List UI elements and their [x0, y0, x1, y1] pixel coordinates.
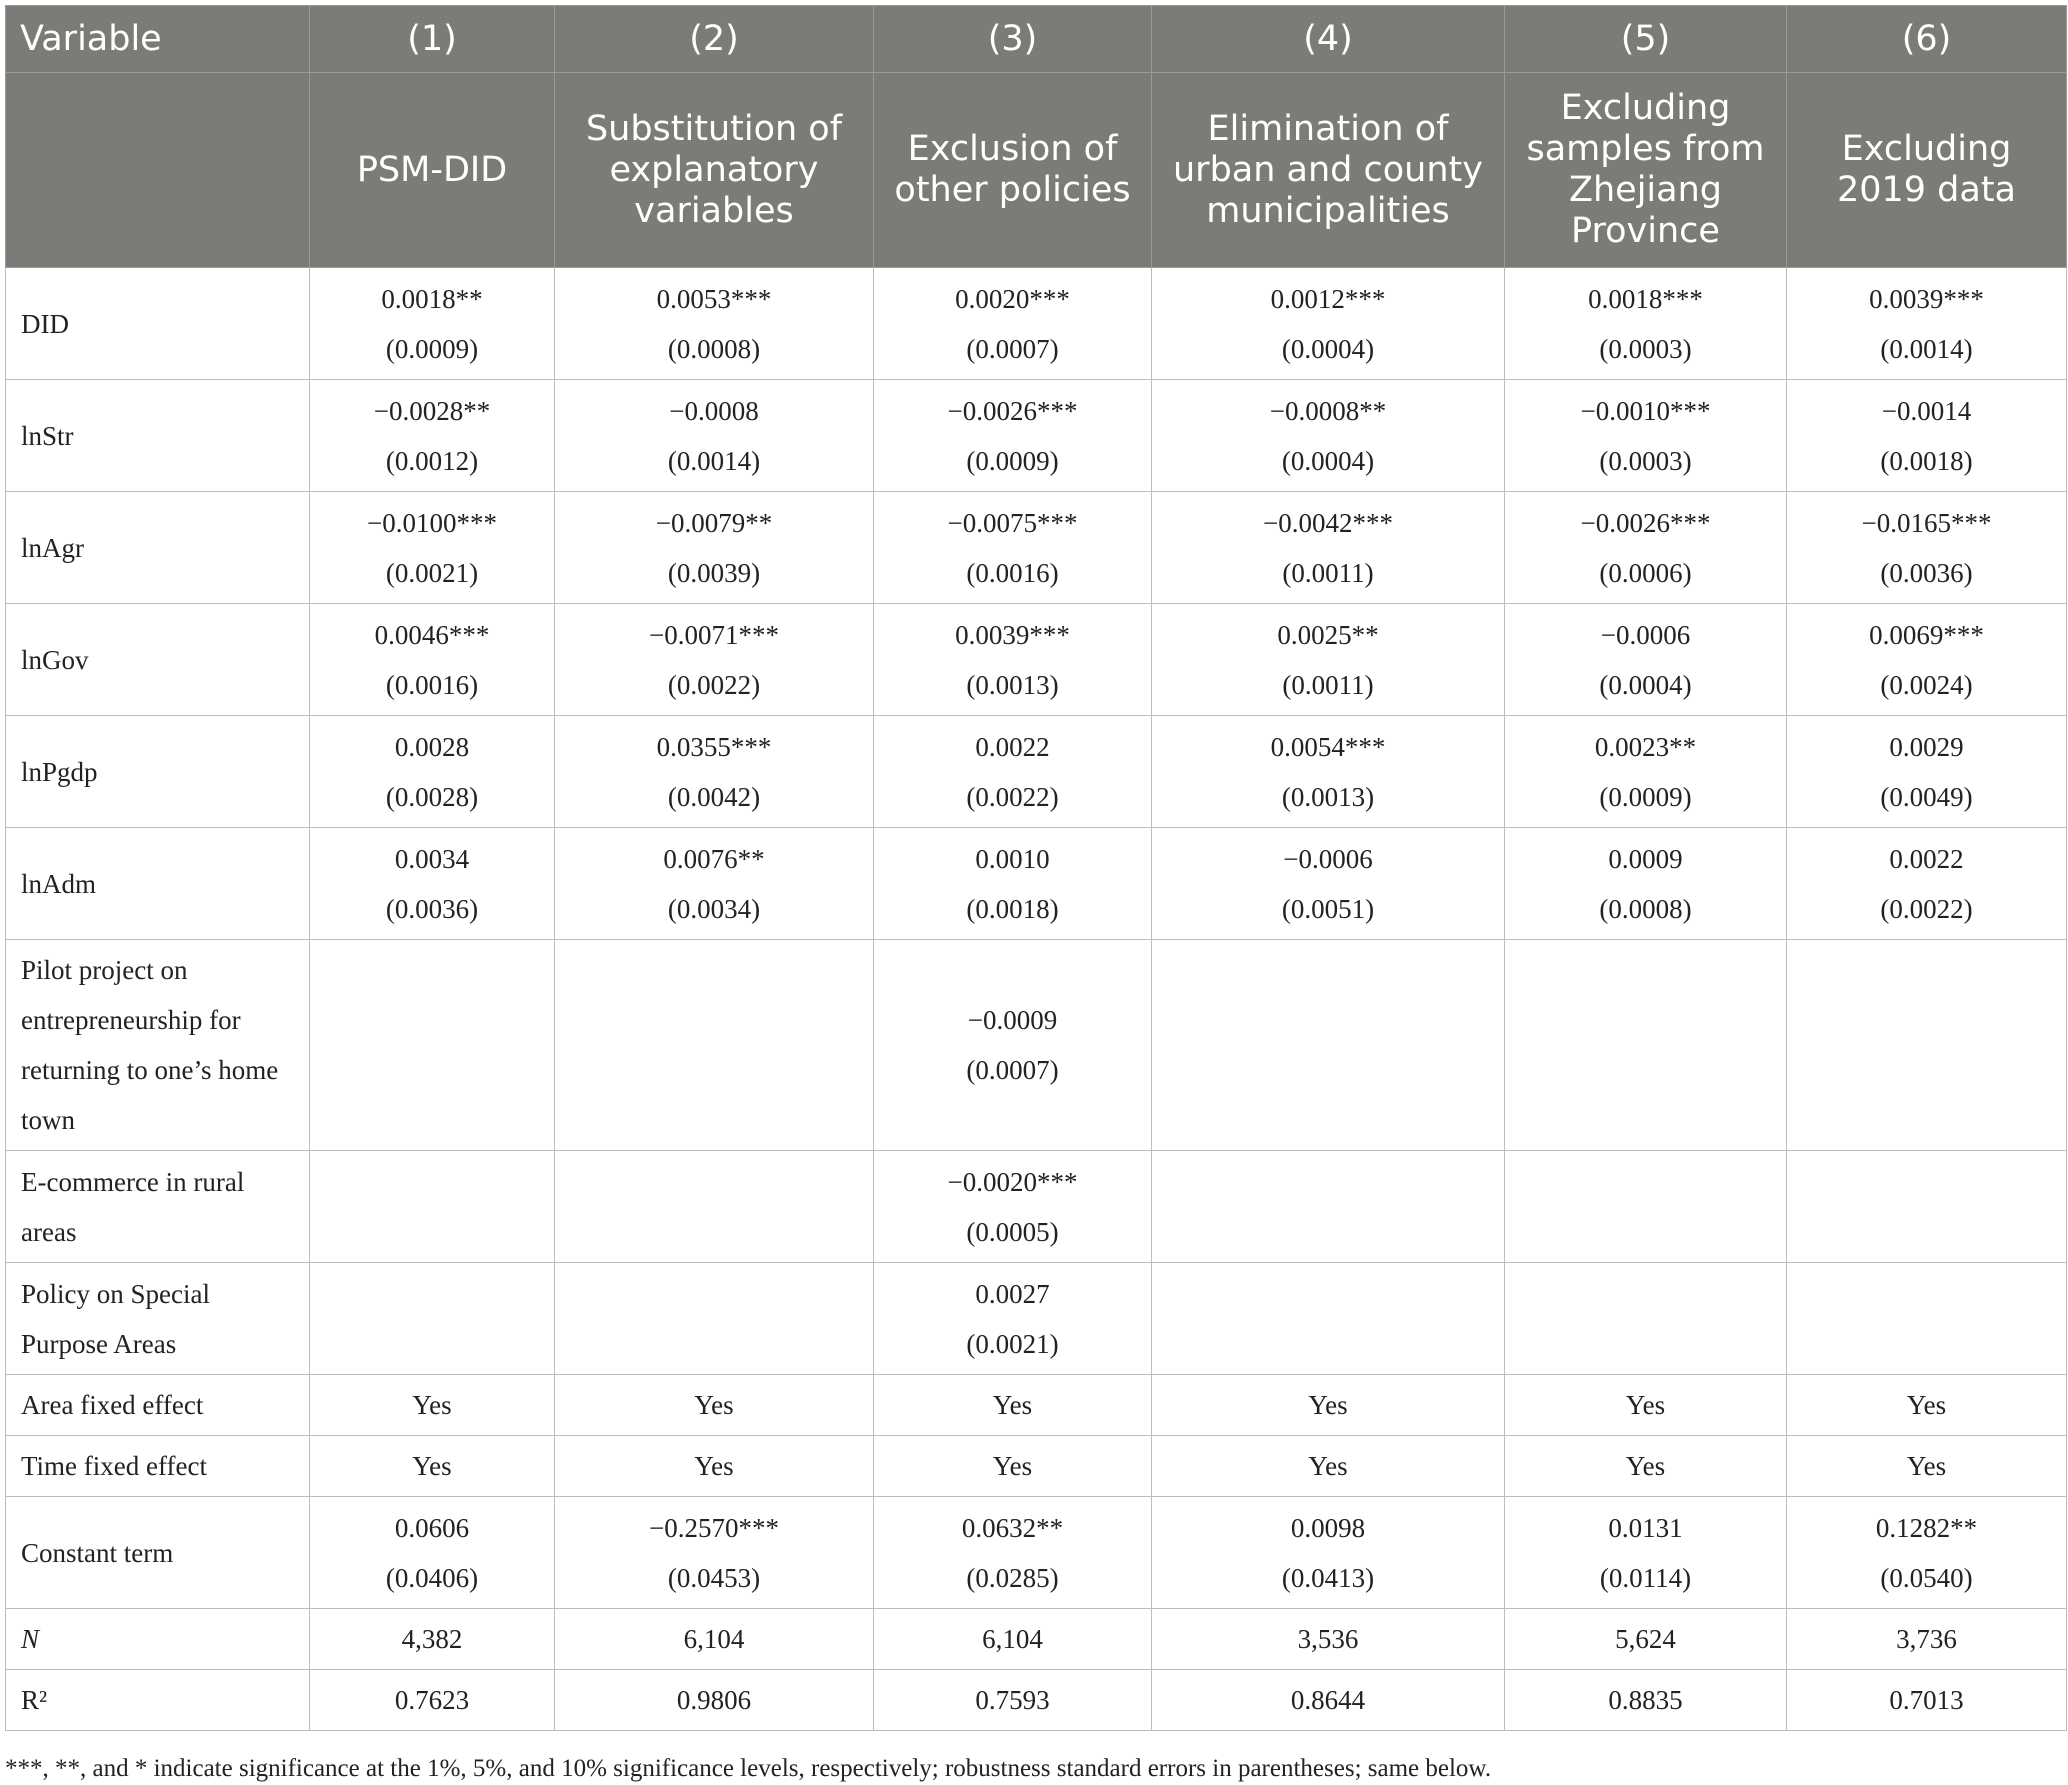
cell-standard-error: (0.0049) [1880, 781, 1973, 812]
cell-standard-error: (0.0285) [966, 1562, 1059, 1593]
table-cell [1787, 1263, 2067, 1375]
cell-value: Yes [694, 1390, 734, 1420]
table-cell [310, 1609, 555, 1670]
row-variable-label: N [6, 1609, 310, 1670]
cell-value: 3,536 [1297, 1624, 1359, 1654]
column-number-5: (5) [1505, 6, 1787, 73]
cell-value: −0.0026*** [1580, 507, 1711, 538]
cell-value: 0.0131 [1608, 1512, 1683, 1543]
cell-standard-error: (0.0021) [966, 1328, 1059, 1359]
cell-value: 0.0098 [1290, 1512, 1366, 1543]
row-variable-label: lnPgdp [6, 716, 310, 828]
cell-value: −0.0071*** [649, 619, 779, 650]
cell-value: 0.1282** [1875, 1512, 1978, 1543]
table-row [6, 604, 2067, 716]
table-cell [1505, 1375, 1787, 1436]
column-title-3: Exclusion of other policies [874, 73, 1152, 268]
table-cell [874, 1375, 1152, 1436]
table-cell [874, 1670, 1152, 1731]
table-cell [555, 1263, 874, 1375]
table-cell [1505, 492, 1787, 604]
table-cell [1505, 380, 1787, 492]
robustness-results-table [5, 5, 2067, 1731]
table-cell [310, 1670, 555, 1731]
cell-value: 0.0076** [663, 843, 765, 874]
table-cell [555, 940, 874, 1151]
table-cell [555, 380, 874, 492]
table-cell [1787, 940, 2067, 1151]
cell-standard-error: (0.0008) [667, 333, 761, 364]
table-cell [1787, 492, 2067, 604]
column-title-5: Excluding samples from Zhejiang Province [1505, 73, 1787, 268]
cell-standard-error: (0.0036) [385, 893, 479, 924]
table-cell [1505, 1263, 1787, 1375]
cell-standard-error: (0.0009) [385, 333, 479, 364]
cell-value: 3,736 [1896, 1624, 1957, 1654]
cell-value: 0.0009 [1608, 843, 1683, 874]
table-cell [1787, 380, 2067, 492]
table-row [6, 1151, 2067, 1263]
cell-value: 0.0010 [975, 843, 1050, 874]
table-cell [1787, 1497, 2067, 1609]
cell-standard-error: (0.0004) [1281, 445, 1375, 476]
table-cell [1152, 940, 1505, 1151]
table-cell [1787, 1609, 2067, 1670]
cell-value: Yes [1625, 1390, 1666, 1420]
cell-standard-error: (0.0034) [667, 893, 761, 924]
row-variable-label: lnAdm [6, 828, 310, 940]
cell-standard-error: (0.0021) [385, 557, 479, 588]
cell-value: 0.0028 [394, 731, 470, 762]
cell-value: 0.9806 [676, 1685, 752, 1715]
cell-standard-error: (0.0114) [1599, 1562, 1692, 1593]
cell-standard-error: (0.0007) [966, 1055, 1059, 1085]
table-cell [1152, 268, 1505, 380]
cell-value: 0.0039*** [955, 619, 1070, 650]
table-body [6, 268, 2067, 1731]
cell-value: −0.0010*** [1580, 395, 1711, 426]
table-cell [555, 492, 874, 604]
cell-value: −0.0014 [1881, 395, 1972, 426]
cell-value: 0.0022 [975, 731, 1050, 762]
cell-standard-error: (0.0018) [966, 893, 1059, 924]
table-cell [1505, 1670, 1787, 1731]
cell-value: 6,104 [683, 1624, 745, 1654]
table-cell [1787, 1670, 2067, 1731]
cell-standard-error: (0.0039) [667, 557, 761, 588]
table-cell [310, 716, 555, 828]
cell-value: −0.0026*** [947, 395, 1078, 426]
table-cell [874, 1609, 1152, 1670]
table-cell [1505, 940, 1787, 1151]
column-number-3: (3) [874, 6, 1152, 73]
table-cell [555, 268, 874, 380]
header-row-numbers [6, 6, 2067, 73]
table-cell [874, 492, 1152, 604]
cell-value: 0.8644 [1290, 1685, 1366, 1715]
cell-standard-error: (0.0009) [1599, 781, 1692, 812]
cell-standard-error: (0.0014) [1880, 333, 1973, 364]
cell-standard-error: (0.0024) [1880, 669, 1973, 700]
table-cell [1152, 1436, 1505, 1497]
table-cell [1787, 828, 2067, 940]
cell-standard-error: (0.0003) [1599, 333, 1692, 364]
column-title-4: Elimination of urban and county municipalities [1152, 73, 1505, 268]
column-number-4: (4) [1152, 6, 1505, 73]
cell-standard-error: (0.0005) [966, 1216, 1059, 1247]
cell-value: −0.0075*** [947, 507, 1078, 538]
header-blank-cell [6, 73, 310, 268]
column-number-6: (6) [1787, 6, 2067, 73]
table-cell [874, 940, 1152, 1151]
table-footnote: ***, **, and * indicate significance at the 1%, 5%, and 10% significance levels, respectively; robustness standard errors in parentheses; same below. [5, 1755, 1492, 1782]
cell-value: −0.0079** [655, 507, 773, 538]
cell-standard-error: (0.0007) [966, 333, 1059, 364]
table-cell [1505, 1436, 1787, 1497]
table-cell [555, 1609, 874, 1670]
row-variable-label: DID [6, 268, 310, 380]
cell-value: 0.7623 [394, 1685, 470, 1715]
table-cell [555, 604, 874, 716]
cell-standard-error: (0.0013) [966, 669, 1059, 700]
cell-value: −0.0009 [967, 1005, 1058, 1035]
cell-value: 0.0046*** [374, 619, 490, 650]
table-row [6, 1375, 2067, 1436]
row-variable-label: Area fixed effect [6, 1375, 310, 1436]
table-cell [1787, 1375, 2067, 1436]
row-variable-label: Constant term [6, 1497, 310, 1609]
variable-header: Variable [6, 6, 310, 73]
table-cell [1152, 1670, 1505, 1731]
regression-table-container [5, 5, 2066, 1731]
cell-value: 5,624 [1615, 1624, 1676, 1654]
table-cell [555, 716, 874, 828]
table-cell [1505, 1497, 1787, 1609]
cell-standard-error: (0.0051) [1281, 893, 1375, 924]
cell-standard-error: (0.0012) [385, 445, 479, 476]
cell-value: Yes [1906, 1451, 1947, 1481]
table-cell [874, 604, 1152, 716]
table-cell [310, 604, 555, 716]
table-cell [1787, 268, 2067, 380]
cell-value: −0.0008 [669, 395, 759, 426]
cell-standard-error: (0.0016) [966, 557, 1059, 588]
cell-standard-error: (0.0011) [1282, 669, 1374, 700]
table-cell [310, 492, 555, 604]
cell-value: 0.0018*** [1588, 283, 1703, 314]
cell-value: Yes [412, 1451, 452, 1481]
table-row [6, 380, 2067, 492]
cell-value: 0.0023** [1594, 731, 1697, 762]
table-header [6, 6, 2067, 268]
cell-value: 0.0029 [1889, 731, 1964, 762]
cell-value: −0.2570*** [649, 1512, 779, 1543]
table-cell [1152, 1609, 1505, 1670]
table-row [6, 1670, 2067, 1731]
table-cell [555, 1670, 874, 1731]
table-cell [1505, 1151, 1787, 1263]
cell-value: 0.0606 [394, 1512, 470, 1543]
header-row-titles [6, 73, 2067, 268]
table-cell [874, 1151, 1152, 1263]
table-cell [874, 1436, 1152, 1497]
table-cell [1152, 492, 1505, 604]
cell-value: −0.0028** [373, 395, 491, 426]
row-variable-label: E-commerce in rural areas [6, 1151, 310, 1263]
cell-value: −0.0042*** [1263, 507, 1393, 538]
table-cell [1787, 604, 2067, 716]
cell-standard-error: (0.0453) [667, 1562, 761, 1593]
cell-value: 0.0069*** [1869, 619, 1984, 650]
cell-value: Yes [992, 1451, 1033, 1481]
table-row [6, 1436, 2067, 1497]
table-cell [874, 828, 1152, 940]
column-number-1: (1) [310, 6, 555, 73]
row-variable-label: Pilot project on entrepreneurship for returning to one’s home town [6, 940, 310, 1151]
cell-value: 0.0355*** [656, 731, 772, 762]
column-title-1: PSM-DID [310, 73, 555, 268]
cell-value: 0.0034 [394, 843, 470, 874]
cell-value: 0.8835 [1608, 1685, 1683, 1715]
table-cell [1152, 1263, 1505, 1375]
table-row [6, 716, 2067, 828]
cell-value: 0.0012*** [1270, 283, 1386, 314]
column-title-2: Substitution of explanatory variables [555, 73, 874, 268]
cell-value: 0.0027 [975, 1278, 1050, 1309]
table-cell [874, 716, 1152, 828]
cell-standard-error: (0.0003) [1599, 445, 1692, 476]
cell-value: 0.0025** [1277, 619, 1379, 650]
cell-value: Yes [1625, 1451, 1666, 1481]
table-cell [1505, 604, 1787, 716]
cell-value: Yes [412, 1390, 452, 1420]
table-cell [310, 1263, 555, 1375]
cell-value: 0.0054*** [1270, 731, 1386, 762]
cell-value: Yes [992, 1390, 1033, 1420]
table-cell [555, 828, 874, 940]
table-cell [555, 1436, 874, 1497]
cell-standard-error: (0.0022) [966, 781, 1059, 812]
cell-value: 6,104 [982, 1624, 1043, 1654]
table-row [6, 828, 2067, 940]
table-row [6, 268, 2067, 380]
cell-value: Yes [694, 1451, 734, 1481]
column-number-2: (2) [555, 6, 874, 73]
cell-value: Yes [1308, 1451, 1348, 1481]
table-cell [555, 1375, 874, 1436]
cell-value: 0.0022 [1889, 843, 1964, 874]
cell-value: Yes [1308, 1390, 1348, 1420]
row-variable-label: Time fixed effect [6, 1436, 310, 1497]
cell-value: 0.0632** [961, 1512, 1064, 1543]
table-cell [310, 1151, 555, 1263]
cell-value: 4,382 [401, 1624, 463, 1654]
table-row [6, 1609, 2067, 1670]
table-cell [1152, 1497, 1505, 1609]
table-cell [1787, 1151, 2067, 1263]
cell-standard-error: (0.0036) [1880, 557, 1973, 588]
cell-standard-error: (0.0413) [1281, 1562, 1375, 1593]
cell-value: −0.0165*** [1861, 507, 1992, 538]
row-variable-label: R² [6, 1670, 310, 1731]
table-cell [874, 1497, 1152, 1609]
table-cell [1152, 1151, 1505, 1263]
cell-value: 0.0020*** [955, 283, 1070, 314]
table-cell [555, 1497, 874, 1609]
table-row [6, 492, 2067, 604]
cell-value: 0.0039*** [1869, 283, 1984, 314]
cell-standard-error: (0.0009) [966, 445, 1059, 476]
cell-value: −0.0006 [1600, 619, 1691, 650]
table-cell [310, 1436, 555, 1497]
table-row [6, 1497, 2067, 1609]
table-cell [1152, 604, 1505, 716]
table-cell [1152, 380, 1505, 492]
cell-value: 0.0018** [381, 283, 483, 314]
cell-value: 0.7013 [1889, 1685, 1964, 1715]
cell-value: −0.0020*** [947, 1166, 1078, 1197]
cell-standard-error: (0.0022) [1880, 893, 1973, 924]
table-cell [310, 1375, 555, 1436]
cell-standard-error: (0.0022) [667, 669, 761, 700]
table-cell [874, 380, 1152, 492]
table-cell [1505, 716, 1787, 828]
cell-standard-error: (0.0004) [1599, 669, 1692, 700]
cell-standard-error: (0.0016) [385, 669, 479, 700]
cell-standard-error: (0.0406) [385, 1562, 479, 1593]
cell-standard-error: (0.0028) [385, 781, 479, 812]
cell-standard-error: (0.0011) [1282, 557, 1374, 588]
row-variable-label: lnStr [6, 380, 310, 492]
cell-standard-error: (0.0018) [1880, 445, 1973, 476]
cell-standard-error: (0.0540) [1880, 1562, 1973, 1593]
table-cell [310, 940, 555, 1151]
cell-value: −0.0100*** [367, 507, 497, 538]
table-row [6, 1263, 2067, 1375]
cell-value: 0.0053*** [656, 283, 772, 314]
cell-standard-error: (0.0014) [667, 445, 761, 476]
row-variable-label: lnAgr [6, 492, 310, 604]
table-cell [310, 268, 555, 380]
table-cell [1505, 1609, 1787, 1670]
cell-value: −0.0006 [1283, 843, 1373, 874]
table-cell [1505, 268, 1787, 380]
cell-standard-error: (0.0006) [1599, 557, 1692, 588]
cell-value: 0.7593 [975, 1685, 1050, 1715]
table-row [6, 940, 2067, 1151]
table-cell [310, 828, 555, 940]
column-title-6: Excluding 2019 data [1787, 73, 2067, 268]
cell-standard-error: (0.0008) [1599, 893, 1692, 924]
cell-standard-error: (0.0004) [1281, 333, 1375, 364]
table-cell [1152, 828, 1505, 940]
table-cell [1152, 1375, 1505, 1436]
row-variable-label: lnGov [6, 604, 310, 716]
cell-standard-error: (0.0042) [667, 781, 761, 812]
table-cell [1787, 716, 2067, 828]
table-cell [874, 1263, 1152, 1375]
table-cell [555, 1151, 874, 1263]
cell-value: Yes [1906, 1390, 1947, 1420]
table-cell [1787, 1436, 2067, 1497]
cell-standard-error: (0.0013) [1281, 781, 1375, 812]
table-cell [1152, 716, 1505, 828]
row-variable-label: Policy on Special Purpose Areas [6, 1263, 310, 1375]
cell-value: −0.0008** [1269, 395, 1387, 426]
table-cell [874, 268, 1152, 380]
table-cell [310, 380, 555, 492]
table-cell [1505, 828, 1787, 940]
table-cell [310, 1497, 555, 1609]
